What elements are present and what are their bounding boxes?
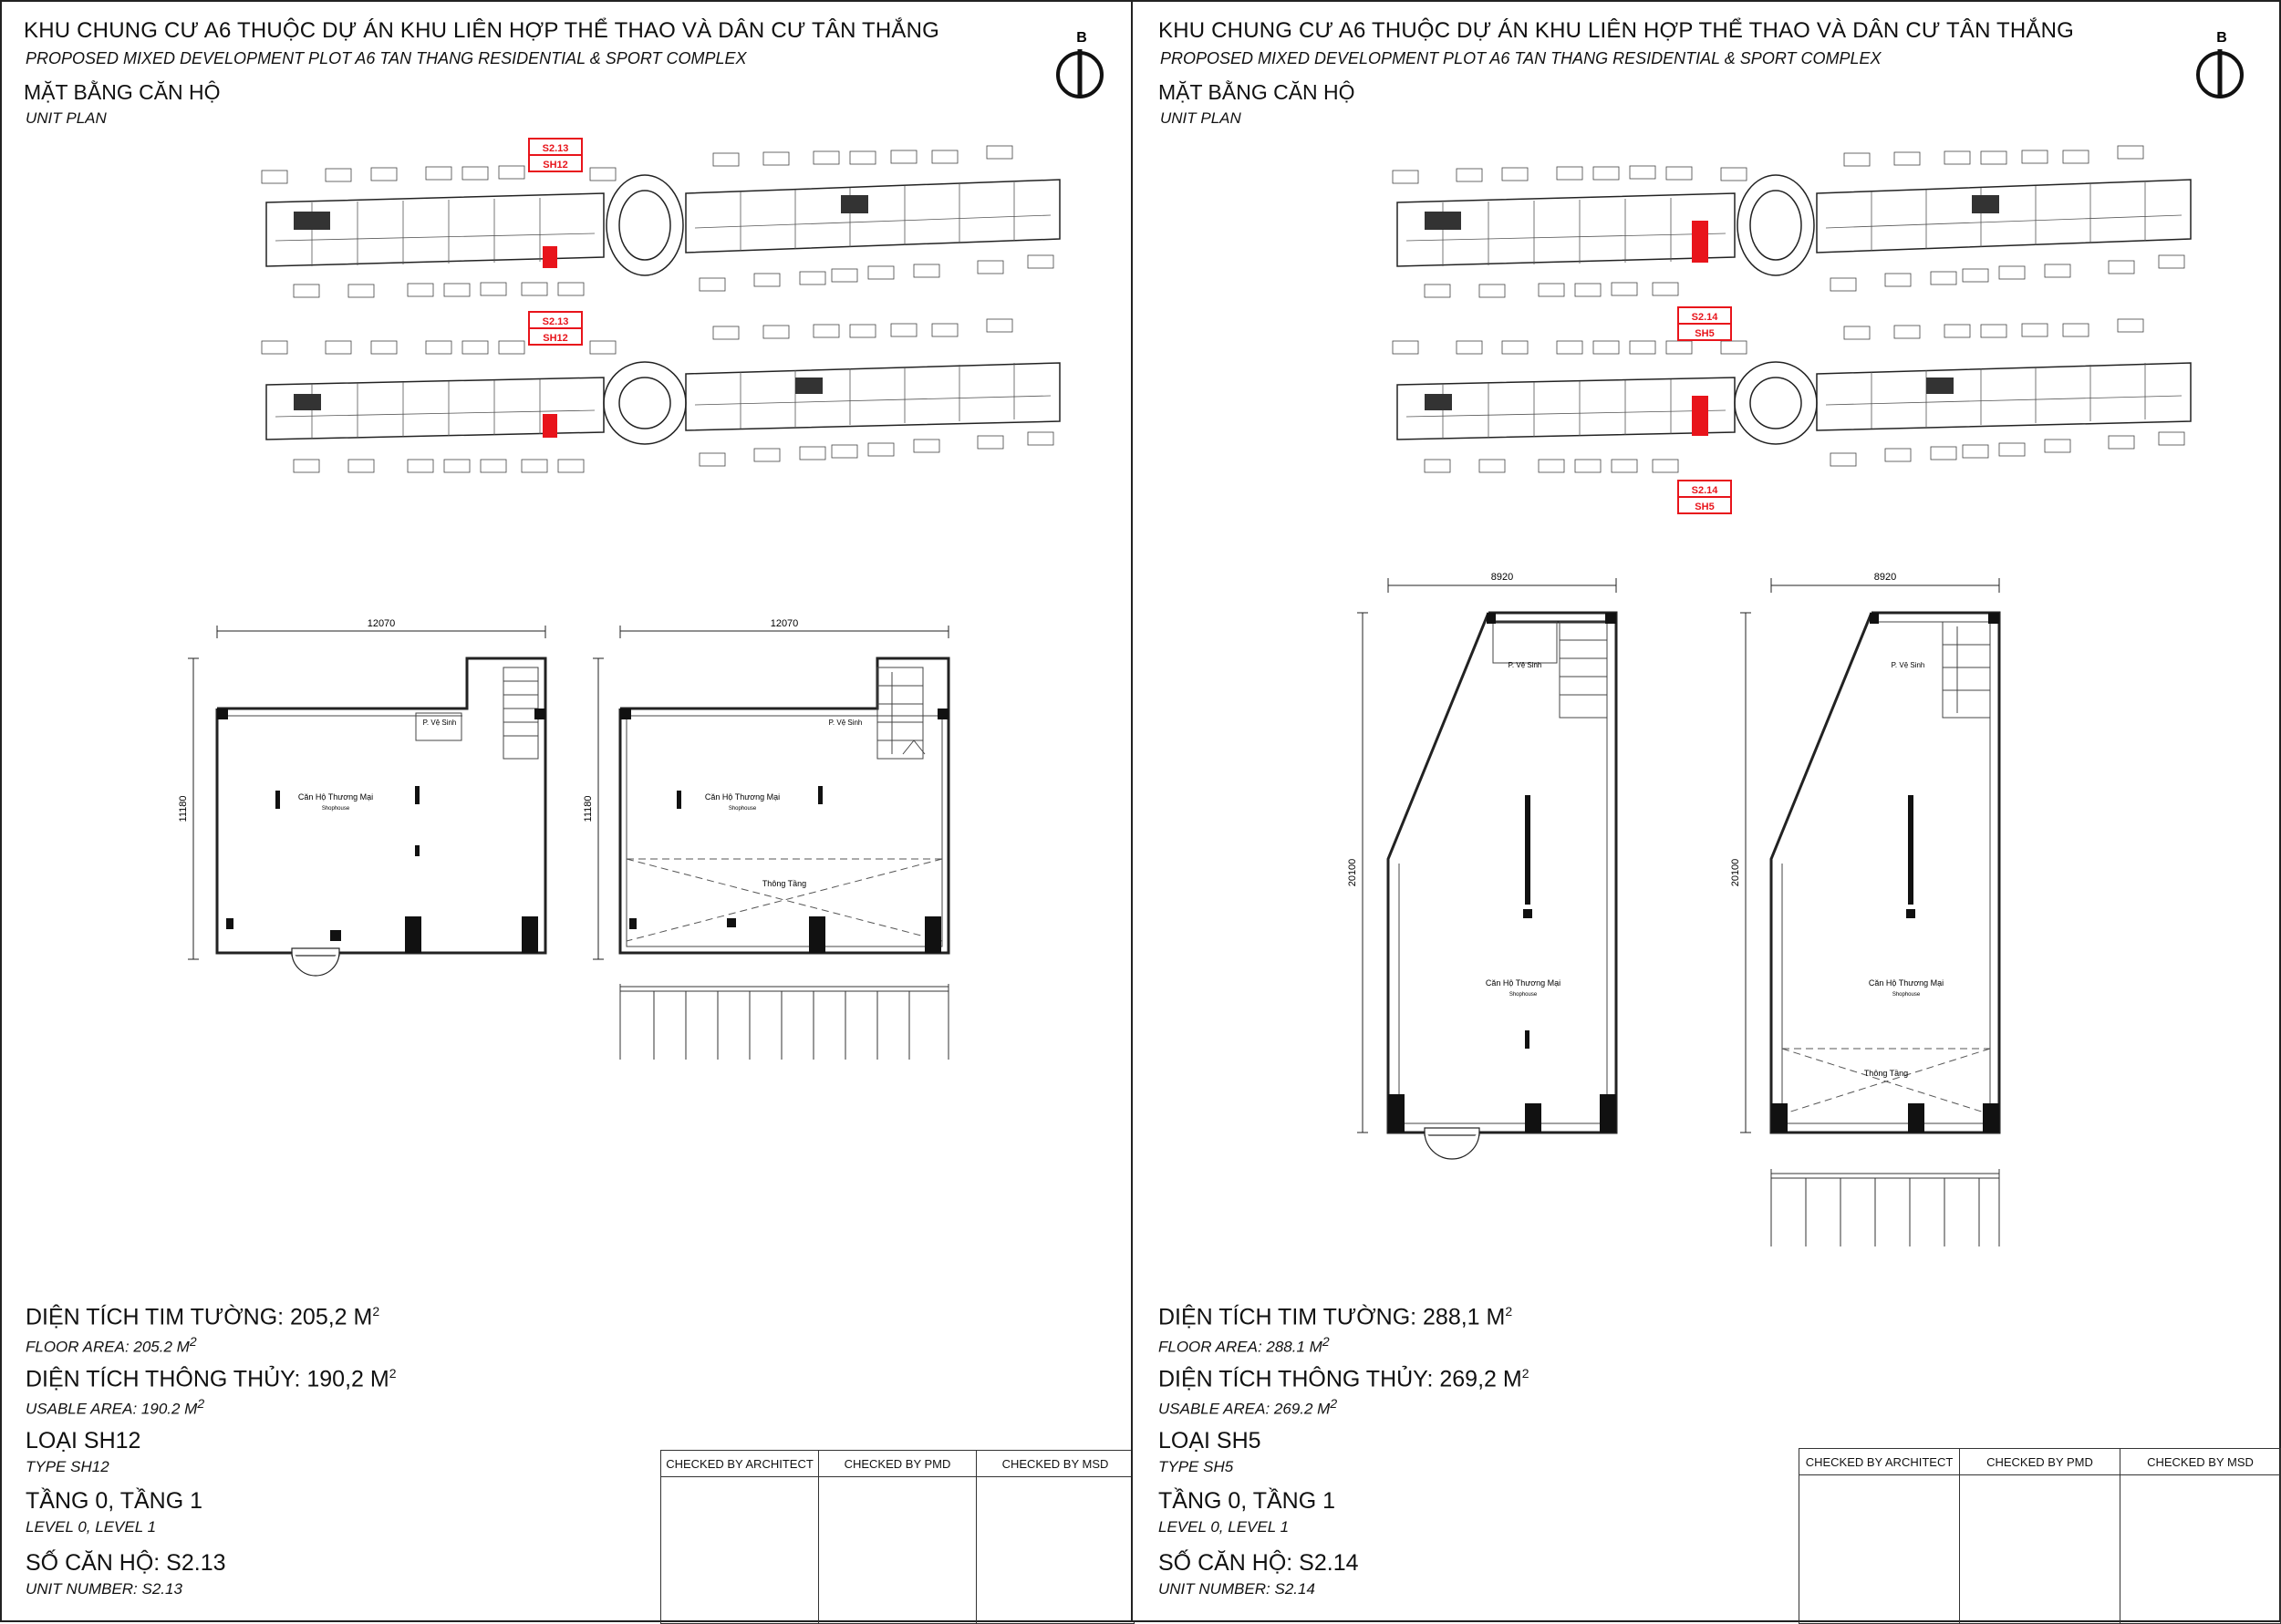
room-label: Căn Hộ Thương Mại <box>1485 978 1561 988</box>
usable-info: DIỆN TÍCH THÔNG THỦY: 269,2 $M^2$ USABLE AREA: 269.2 $M^2$ <box>1158 1366 1529 1418</box>
area-info: DIỆN TÍCH TIM TƯỜNG: 205,2 $M^2$ FLOOR AREA: 205.2 $M^2$ <box>26 1304 380 1356</box>
room-sublabel: Shophouse <box>1509 992 1538 998</box>
usable-area-en: USABLE AREA: 269.2 M <box>1158 1400 1331 1418</box>
north-compass-icon <box>2191 26 2249 98</box>
checked-by-pmd: CHECKED BY PMD <box>1960 1449 2120 1474</box>
type-info <box>1158 1428 1261 1476</box>
wc-label: P. Vệ Sinh <box>422 719 457 727</box>
level-info <box>1158 1488 1335 1536</box>
dimension-height: 20100 <box>1347 858 1358 887</box>
project-subtitle: PROPOSED MIXED DEVELOPMENT PLOT A6 TAN THANG RESIDENTIAL & SPORT COMPLEX <box>26 49 747 67</box>
floor-plan-level-1 <box>1730 567 2045 1260</box>
floor-plan-level-0 <box>175 618 558 987</box>
highlight-type-label: SH12 <box>543 333 568 344</box>
highlight-unit-label: S2.13 <box>542 316 569 327</box>
pmd-signature-cell <box>1960 1475 2120 1624</box>
type-info <box>26 1428 140 1476</box>
architect-signature-cell <box>1799 1475 1960 1624</box>
plan-subheading: UNIT PLAN <box>26 109 107 127</box>
level-en: LEVEL 0, LEVEL 1 <box>26 1518 157 1536</box>
unit-type-en: TYPE SH12 <box>26 1458 109 1475</box>
msd-signature-cell <box>2120 1475 2280 1624</box>
unit-type-vn: LOẠI SH5 <box>1158 1428 1261 1453</box>
pmd-signature-cell <box>819 1477 977 1624</box>
railing-elevation <box>1771 1169 1999 1246</box>
dimension-height: 20100 <box>1730 858 1741 887</box>
level-vn: TẦNG 0, TẦNG 1 <box>26 1488 203 1514</box>
usable-area-en: USABLE AREA: 190.2 M <box>26 1400 198 1418</box>
level-vn: TẦNG 0, TẦNG 1 <box>1158 1488 1336 1514</box>
room-label: Căn Hộ Thương Mại <box>704 792 781 802</box>
project-subtitle: PROPOSED MIXED DEVELOPMENT PLOT A6 TAN THANG RESIDENTIAL & SPORT COMPLEX <box>1160 49 1882 67</box>
floor-plan-level-1 <box>583 618 969 1078</box>
level-en: LEVEL 0, LEVEL 1 <box>1158 1518 1290 1536</box>
floor-area-en: FLOOR AREA: 288.1 M <box>1158 1338 1322 1356</box>
unit-sheet-s2-14 <box>1131 0 2281 1622</box>
unit-number-vn: SỐ CĂN HỘ: S2.14 <box>1158 1550 1359 1576</box>
highlight-type-label: SH5 <box>1695 502 1715 512</box>
plan-heading: MẶT BẰNG CĂN HỘ <box>1158 80 1355 104</box>
room-label: Căn Hộ Thương Mại <box>297 792 374 802</box>
void-label: Thông Tầng <box>762 879 807 888</box>
unit-type-en: TYPE SH5 <box>1158 1458 1234 1475</box>
checked-by-architect: CHECKED BY ARCHITECT <box>1799 1449 1960 1474</box>
compass-letter: B <box>1076 30 1087 46</box>
compass-letter: B <box>2216 30 2227 46</box>
highlight-type-label: SH5 <box>1695 328 1715 339</box>
unit-number-info <box>1158 1550 1359 1598</box>
key-plan <box>1388 139 2209 522</box>
approval-table <box>1799 1448 2281 1624</box>
checked-by-msd: CHECKED BY MSD <box>1001 1456 1109 1471</box>
project-title: KHU CHUNG CƯ A6 THUỘC DỰ ÁN KHU LIÊN HỢP THỂ THAO VÀ DÂN CƯ TÂN THẮNG <box>1158 18 2075 43</box>
room-sublabel: Shophouse <box>728 806 757 812</box>
unit-number-vn: SỐ CĂN HỘ: S2.13 <box>26 1550 226 1576</box>
wc-label: P. Vệ Sinh <box>828 719 863 727</box>
floor-area-en: FLOOR AREA: 205.2 M <box>26 1338 190 1356</box>
level-info <box>26 1488 202 1536</box>
unit-type-vn: LOẠI SH12 <box>26 1428 141 1453</box>
north-compass-icon <box>1051 26 1109 98</box>
highlight-unit-label: S2.14 <box>1691 312 1718 323</box>
usable-area-vn: DIỆN TÍCH THÔNG THỦY: 190,2 M <box>26 1366 389 1392</box>
dimension-height: 11180 <box>178 795 189 822</box>
project-title: KHU CHUNG CƯ A6 THUỘC DỰ ÁN KHU LIÊN HỢP THỂ THAO VÀ DÂN CƯ TÂN THẮNG <box>24 18 940 43</box>
dimension-width: 8920 <box>1873 572 1897 583</box>
checked-by-msd: CHECKED BY MSD <box>2147 1454 2254 1469</box>
unit-sheet-s2-13 <box>0 0 1133 1622</box>
dimension-width: 12070 <box>367 618 396 629</box>
checked-by-pmd: CHECKED BY PMD <box>819 1451 977 1476</box>
msd-signature-cell <box>977 1477 1134 1624</box>
plan-heading: MẶT BẰNG CĂN HỘ <box>24 80 221 104</box>
checked-by-architect: CHECKED BY ARCHITECT <box>661 1451 819 1476</box>
dimension-height: 11180 <box>583 795 594 822</box>
usable-info: DIỆN TÍCH THÔNG THỦY: 190,2 $M^2$ USABLE AREA: 190.2 $M^2$ <box>26 1366 397 1418</box>
floor-area-vn: DIỆN TÍCH TIM TƯỜNG: 205,2 M <box>26 1304 373 1330</box>
room-sublabel: Shophouse <box>321 806 350 812</box>
dimension-width: 8920 <box>1490 572 1514 583</box>
wc-label: P. Vệ Sinh <box>1891 661 1925 669</box>
floor-plan-level-0 <box>1343 567 1653 1169</box>
key-plan <box>257 139 1078 485</box>
floor-area-vn: DIỆN TÍCH TIM TƯỜNG: 288,1 M <box>1158 1304 1506 1330</box>
wc-label: P. Vệ Sinh <box>1508 661 1542 669</box>
railing-elevation <box>620 984 949 1060</box>
architect-signature-cell <box>661 1477 819 1624</box>
highlight-unit-label: S2.13 <box>542 143 569 154</box>
room-label: Căn Hộ Thương Mại <box>1868 978 1944 988</box>
unit-number-en: UNIT NUMBER: S2.14 <box>1158 1580 1315 1598</box>
approval-table <box>660 1450 1135 1624</box>
unit-number-info <box>26 1550 226 1598</box>
unit-number-en: UNIT NUMBER: S2.13 <box>26 1580 182 1598</box>
void-label: Thông Tầng <box>1863 1069 1909 1078</box>
highlight-unit-label: S2.14 <box>1691 485 1718 496</box>
area-info: DIỆN TÍCH TIM TƯỜNG: 288,1 $M^2$ FLOOR AREA: 288.1 $M^2$ <box>1158 1304 1513 1356</box>
room-sublabel: Shophouse <box>1892 992 1921 998</box>
dimension-width: 12070 <box>770 618 799 629</box>
highlight-type-label: SH12 <box>543 160 568 171</box>
usable-area-vn: DIỆN TÍCH THÔNG THỦY: 269,2 M <box>1158 1366 1522 1392</box>
plan-subheading: UNIT PLAN <box>1160 109 1241 127</box>
